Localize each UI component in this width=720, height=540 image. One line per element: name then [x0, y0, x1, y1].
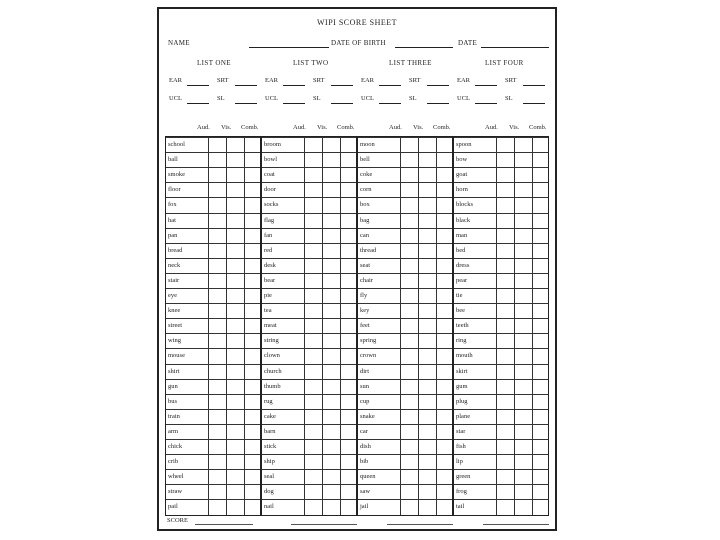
table-row [454, 137, 548, 152]
list-four-f2-label: SRT [505, 77, 517, 84]
word-cell: bib [360, 458, 369, 466]
table-row [166, 439, 260, 454]
table-row [358, 167, 452, 182]
table-row [358, 348, 452, 363]
word-cell: gun [168, 382, 178, 390]
word-cell: bee [456, 307, 466, 315]
table-row [454, 303, 548, 318]
word-cell: tail [456, 503, 465, 511]
table-row [358, 439, 452, 454]
table-row [358, 424, 452, 439]
list-four-f3-label: UCL [457, 95, 470, 102]
table-row [262, 484, 356, 499]
table-row [166, 197, 260, 212]
word-cell: red [264, 246, 273, 254]
word-cell: stair [168, 276, 180, 284]
list-four-col-aud: Aud. [485, 124, 498, 131]
word-cell: rug [264, 397, 273, 405]
word-cell: church [264, 367, 282, 375]
list-three-f1-label: EAR [361, 77, 374, 84]
word-cell: train [168, 412, 180, 420]
list-two-f1-label: EAR [265, 77, 278, 84]
list-four-f2-field[interactable] [523, 85, 545, 86]
word-cell: street [168, 322, 183, 330]
table-row [454, 484, 548, 499]
list-four-f1-field[interactable] [475, 85, 497, 86]
table-row [454, 197, 548, 212]
table-row [358, 484, 452, 499]
table-row [454, 333, 548, 348]
list-one-col-aud: Aud. [197, 124, 210, 131]
word-cell: fan [264, 231, 273, 239]
word-cell: frog [456, 488, 467, 496]
table-row [166, 348, 260, 363]
word-cell: mouth [456, 352, 473, 360]
table-row [262, 454, 356, 469]
word-grid-list-two [261, 136, 357, 516]
word-cell: tea [264, 307, 272, 315]
word-cell: green [456, 473, 471, 481]
table-row [166, 213, 260, 228]
table-row [166, 167, 260, 182]
table-row [454, 258, 548, 273]
list-three-title: LIST THREE [389, 59, 432, 67]
table-row [454, 348, 548, 363]
table-row [262, 288, 356, 303]
table-row [166, 303, 260, 318]
table-row [262, 469, 356, 484]
table-row [454, 182, 548, 197]
list-two-col-vis: Vis. [317, 124, 328, 131]
list-two-col-comb: Comb. [337, 124, 355, 131]
word-cell: thumb [264, 382, 281, 390]
word-cell: star [456, 427, 466, 435]
list-three-f2-label: SRT [409, 77, 421, 84]
word-cell: straw [168, 488, 183, 496]
word-cell: feet [360, 322, 370, 330]
word-cell: broom [264, 141, 281, 148]
date-label: DATE [458, 39, 478, 47]
table-row [358, 228, 452, 243]
word-cell: ball [168, 156, 178, 164]
table-row [358, 288, 452, 303]
table-row [166, 409, 260, 424]
table-row [454, 167, 548, 182]
table-row [166, 243, 260, 258]
list-two-col-aud: Aud. [293, 124, 306, 131]
table-row [166, 273, 260, 288]
list-four-title: LIST FOUR [485, 59, 524, 67]
list-four-col-comb: Comb. [529, 124, 547, 131]
table-row [358, 273, 452, 288]
table-row [262, 424, 356, 439]
list-three-f3-field[interactable] [379, 103, 401, 104]
table-row [358, 137, 452, 152]
table-row [454, 394, 548, 409]
table-row [262, 213, 356, 228]
table-row [454, 499, 548, 514]
word-cell: bag [360, 216, 370, 224]
word-cell: dirt [360, 367, 370, 375]
list-three-col-comb: Comb. [433, 124, 451, 131]
table-row [166, 182, 260, 197]
word-cell: socks [264, 201, 279, 209]
table-row [166, 228, 260, 243]
word-cell: desk [264, 261, 276, 269]
score-field-list-two[interactable] [291, 524, 357, 525]
table-row [454, 454, 548, 469]
word-cell: plug [456, 397, 468, 405]
table-row [262, 152, 356, 167]
list-two-f2-field[interactable] [331, 85, 353, 86]
table-row [454, 228, 548, 243]
word-cell: seat [360, 261, 371, 269]
word-cell: car [360, 427, 368, 435]
dob-label: DATE OF BIRTH [331, 39, 386, 47]
word-grid-list-three [357, 136, 453, 516]
table-row [358, 318, 452, 333]
word-cell: fish [456, 443, 466, 450]
word-cell: bread [168, 246, 183, 254]
table-row [262, 273, 356, 288]
list-two-f4-field[interactable] [331, 103, 353, 104]
table-row [358, 152, 452, 167]
table-row [358, 243, 452, 258]
table-row [262, 303, 356, 318]
table-row [166, 469, 260, 484]
word-cell: spring [360, 337, 377, 345]
name-label: NAME [168, 39, 190, 47]
list-one-f3-label: UCL [169, 95, 182, 102]
word-cell: bear [264, 276, 276, 284]
table-row [166, 499, 260, 514]
word-cell: plane [456, 412, 471, 420]
list-three-f1-field[interactable] [379, 85, 401, 86]
table-row [454, 288, 548, 303]
table-row [262, 439, 356, 454]
table-row [358, 379, 452, 394]
word-cell: shirt [168, 367, 180, 375]
list-one-f1-field[interactable] [187, 85, 209, 86]
list-two-title: LIST TWO [293, 59, 329, 67]
table-row [358, 394, 452, 409]
table-row [166, 152, 260, 167]
word-cell: bell [360, 156, 370, 164]
word-cell: fly [360, 292, 368, 299]
table-row [358, 499, 452, 514]
word-cell: box [360, 201, 370, 209]
table-row [454, 379, 548, 394]
word-cell: thread [360, 246, 377, 254]
word-cell: dress [456, 261, 470, 269]
table-row [358, 469, 452, 484]
word-cell: pail [168, 503, 178, 511]
list-one-f1-label: EAR [169, 77, 182, 84]
word-cell: hat [168, 216, 176, 224]
word-cell: dog [264, 488, 274, 496]
word-cell: sun [360, 382, 370, 390]
list-one-title: LIST ONE [197, 59, 231, 67]
table-row [262, 258, 356, 273]
table-row [454, 409, 548, 424]
table-row [358, 182, 452, 197]
word-cell: dish [360, 443, 371, 450]
word-cell: pie [264, 292, 272, 299]
list-four-f3-field[interactable] [475, 103, 497, 104]
table-row [262, 182, 356, 197]
table-row [262, 333, 356, 348]
date-field[interactable] [481, 47, 549, 48]
table-row [166, 424, 260, 439]
list-one-col-comb: Comb. [241, 124, 259, 131]
list-three-f3-label: UCL [361, 95, 374, 102]
word-cell: horn [456, 186, 468, 194]
word-cell: smoke [168, 171, 185, 179]
table-row [358, 364, 452, 379]
word-cell: wheel [168, 473, 184, 481]
list-three-f4-field[interactable] [427, 103, 449, 104]
table-row [166, 333, 260, 348]
word-cell: bus [168, 397, 178, 405]
word-cell: neck [168, 261, 181, 269]
score-field-list-one[interactable] [195, 524, 253, 525]
table-row [166, 394, 260, 409]
list-two-f1-field[interactable] [283, 85, 305, 86]
table-row [454, 273, 548, 288]
word-cell: wing [168, 337, 181, 345]
word-cell: saw [360, 488, 371, 496]
table-row [166, 364, 260, 379]
word-cell: seal [264, 473, 275, 481]
list-one-f2-field[interactable] [235, 85, 257, 86]
word-cell: school [168, 141, 185, 148]
word-cell: corn [360, 186, 372, 194]
word-cell: spoon [456, 141, 472, 148]
list-four-f4-field[interactable] [523, 103, 545, 104]
word-cell: crown [360, 352, 377, 360]
table-row [454, 439, 548, 454]
word-cell: flag [264, 216, 275, 224]
word-cell: gum [456, 382, 468, 390]
table-row [262, 197, 356, 212]
score-field-list-four[interactable] [483, 524, 549, 525]
word-cell: man [456, 231, 468, 239]
table-row [262, 137, 356, 152]
table-row [262, 228, 356, 243]
score-label: SCORE [167, 517, 188, 524]
sheet-title: WIPI SCORE SHEET [317, 18, 397, 27]
table-row [262, 243, 356, 258]
table-row [262, 318, 356, 333]
word-cell: floor [168, 186, 181, 194]
list-three-col-vis: Vis. [413, 124, 424, 131]
list-one-f3-field[interactable] [187, 103, 209, 104]
word-cell: skirt [456, 367, 468, 375]
score-sheet [157, 7, 557, 531]
table-row [262, 364, 356, 379]
word-cell: jail [360, 503, 369, 511]
table-row [358, 409, 452, 424]
table-row [166, 379, 260, 394]
table-row [454, 424, 548, 439]
word-cell: snake [360, 412, 375, 420]
word-cell: tie [456, 292, 463, 299]
table-row [454, 213, 548, 228]
word-cell: pear [456, 276, 468, 284]
word-cell: ship [264, 458, 275, 466]
table-row [454, 364, 548, 379]
word-cell: clown [264, 352, 280, 360]
table-row [262, 499, 356, 514]
table-row [358, 197, 452, 212]
word-cell: fox [168, 201, 177, 209]
list-three-col-aud: Aud. [389, 124, 402, 131]
list-three-f2-field[interactable] [427, 85, 449, 86]
word-cell: goat [456, 171, 468, 179]
word-cell: meat [264, 322, 277, 330]
word-cell: ring [456, 337, 467, 345]
list-two-f3-field[interactable] [283, 103, 305, 104]
word-cell: blocks [456, 201, 473, 209]
word-cell: string [264, 337, 279, 345]
word-cell: cup [360, 397, 370, 405]
word-cell: queen [360, 473, 376, 481]
table-row [454, 469, 548, 484]
table-row [166, 318, 260, 333]
dob-field[interactable] [395, 47, 453, 48]
table-row [262, 409, 356, 424]
word-cell: mouse [168, 352, 185, 360]
word-cell: key [360, 307, 370, 315]
list-one-f4-field[interactable] [235, 103, 257, 104]
word-cell: bow [456, 156, 468, 164]
list-four-col-vis: Vis. [509, 124, 520, 131]
word-cell: moon [360, 141, 375, 148]
table-row [166, 484, 260, 499]
word-cell: door [264, 186, 276, 194]
word-cell: pan [168, 231, 178, 239]
list-one-f2-label: SRT [217, 77, 229, 84]
table-row [166, 258, 260, 273]
score-field-list-three[interactable] [387, 524, 453, 525]
word-cell: lip [456, 458, 463, 466]
word-cell: teeth [456, 322, 469, 330]
word-cell: bowl [264, 156, 277, 164]
table-row [358, 454, 452, 469]
word-cell: knee [168, 307, 181, 315]
table-row [262, 394, 356, 409]
word-cell: stick [264, 443, 277, 450]
table-row [454, 318, 548, 333]
word-cell: coke [360, 171, 373, 179]
word-cell: chick [168, 443, 183, 450]
table-row [166, 288, 260, 303]
word-cell: cake [264, 412, 276, 420]
word-grid-list-four [453, 136, 549, 516]
word-cell: can [360, 231, 370, 239]
list-three-f4-label: SL [409, 95, 417, 102]
list-four-f1-label: EAR [457, 77, 470, 84]
name-field[interactable] [249, 47, 329, 48]
table-row [358, 213, 452, 228]
table-row [166, 454, 260, 469]
list-one-col-vis: Vis. [221, 124, 232, 131]
list-one-f4-label: SL [217, 95, 225, 102]
word-cell: crib [168, 458, 179, 466]
word-cell: arm [168, 427, 179, 435]
table-row [262, 348, 356, 363]
word-grid-list-one [165, 136, 261, 516]
table-row [454, 152, 548, 167]
table-row [262, 379, 356, 394]
word-cell: black [456, 216, 471, 224]
list-four-f4-label: SL [505, 95, 513, 102]
table-row [262, 167, 356, 182]
list-two-f2-label: SRT [313, 77, 325, 84]
word-cell: coat [264, 171, 275, 179]
table-row [454, 243, 548, 258]
list-two-f3-label: UCL [265, 95, 278, 102]
word-cell: barn [264, 427, 276, 435]
table-row [358, 303, 452, 318]
table-row [358, 258, 452, 273]
list-two-f4-label: SL [313, 95, 321, 102]
word-cell: eye [168, 292, 178, 299]
word-cell: bed [456, 246, 466, 254]
table-row [358, 333, 452, 348]
word-cell: chair [360, 276, 373, 284]
word-cell: nail [264, 503, 274, 511]
table-row [166, 137, 260, 152]
